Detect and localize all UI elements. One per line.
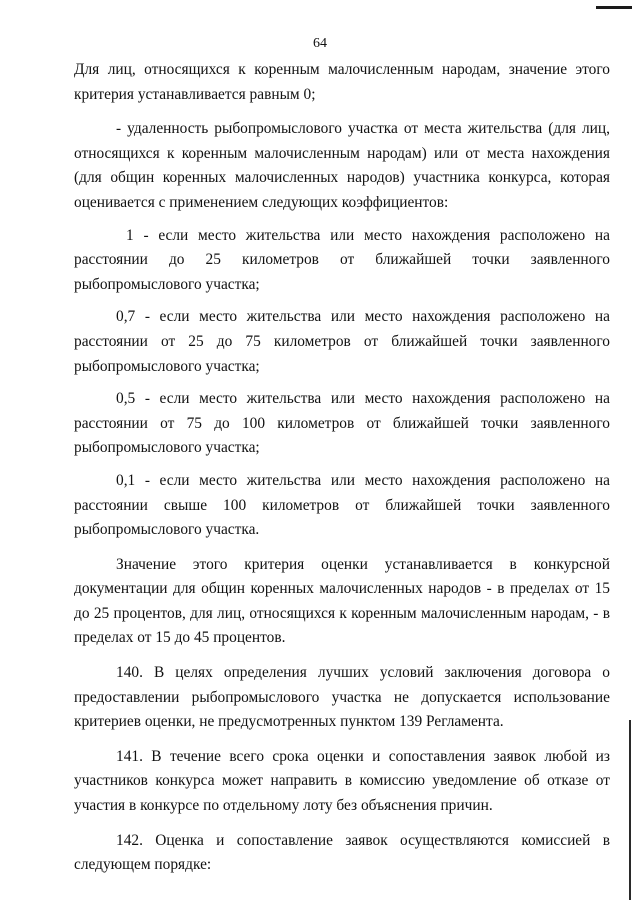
paragraph-142: 142. Оценка и сопоставление заявок осуществляются комиссией в следующем порядке: (74, 831, 610, 874)
paragraph-criterion-value: Значение этого критерия оценки устанавливается в конкурсной документации для общин коренных малочисленных народов - в пределах от 15 до 25 процентов, для лиц, относящихся к коренным малочисленным народам, - в пределах от 15 до 45 процентов. (74, 555, 610, 647)
scan-edge-mark-top (596, 6, 632, 9)
paragraph-distance-criterion: - удаленность рыбопромыслового участка от места жительства (для лиц, относящихся к коренным малочисленным народам) или от места нахождения (для общин коренных малочисленных народов) участника конкурса, которая оценивается с применением следующих коэффициентов: (74, 120, 610, 211)
paragraph-coefficient-0-1: 0,1 - если место жительства или место нахождения расположено на расстоянии свыше 100 километров от ближайшей точки заявленного рыбопромыслового участка. (74, 471, 610, 539)
paragraph-141: 141. В течение всего срока оценки и сопоставления заявок любой из участников конкурса может направить в комиссию уведомление об отказе от участия в конкурсе по отдельному лоту без объяснения причин. (74, 747, 610, 815)
paragraph-coefficient-0-5: 0,5 - если место жительства или место нахождения расположено на расстоянии от 75 до 100 километров от ближайшей точки заявленного рыбопромыслового участка; (74, 390, 610, 457)
paragraph-coefficient-1: 1 - если место жительства или место нахождения расположено на расстоянии до 25 километров от ближайшей точки заявленного рыбопромыслового участка; (74, 226, 610, 293)
scan-edge-mark-right (629, 720, 631, 900)
paragraph-140: 140. В целях определения лучших условий заключения договора о предоставлении рыбопромыслового участка не допускается использование критериев оценки, не предусмотренных пунктом 139 Регламента. (74, 664, 610, 731)
page-number: 64 (313, 36, 327, 51)
paragraph-criterion-zero: Для лиц, относящихся к коренным малочисленным народам, значение этого критерия устанавливается равным 0; (74, 61, 610, 103)
document-body (74, 58, 610, 878)
paragraph-coefficient-0-7: 0,7 - если место жительства или место нахождения расположено на расстоянии от 25 до 75 километров от ближайшей точки заявленного рыбопромыслового участка; (74, 308, 610, 375)
